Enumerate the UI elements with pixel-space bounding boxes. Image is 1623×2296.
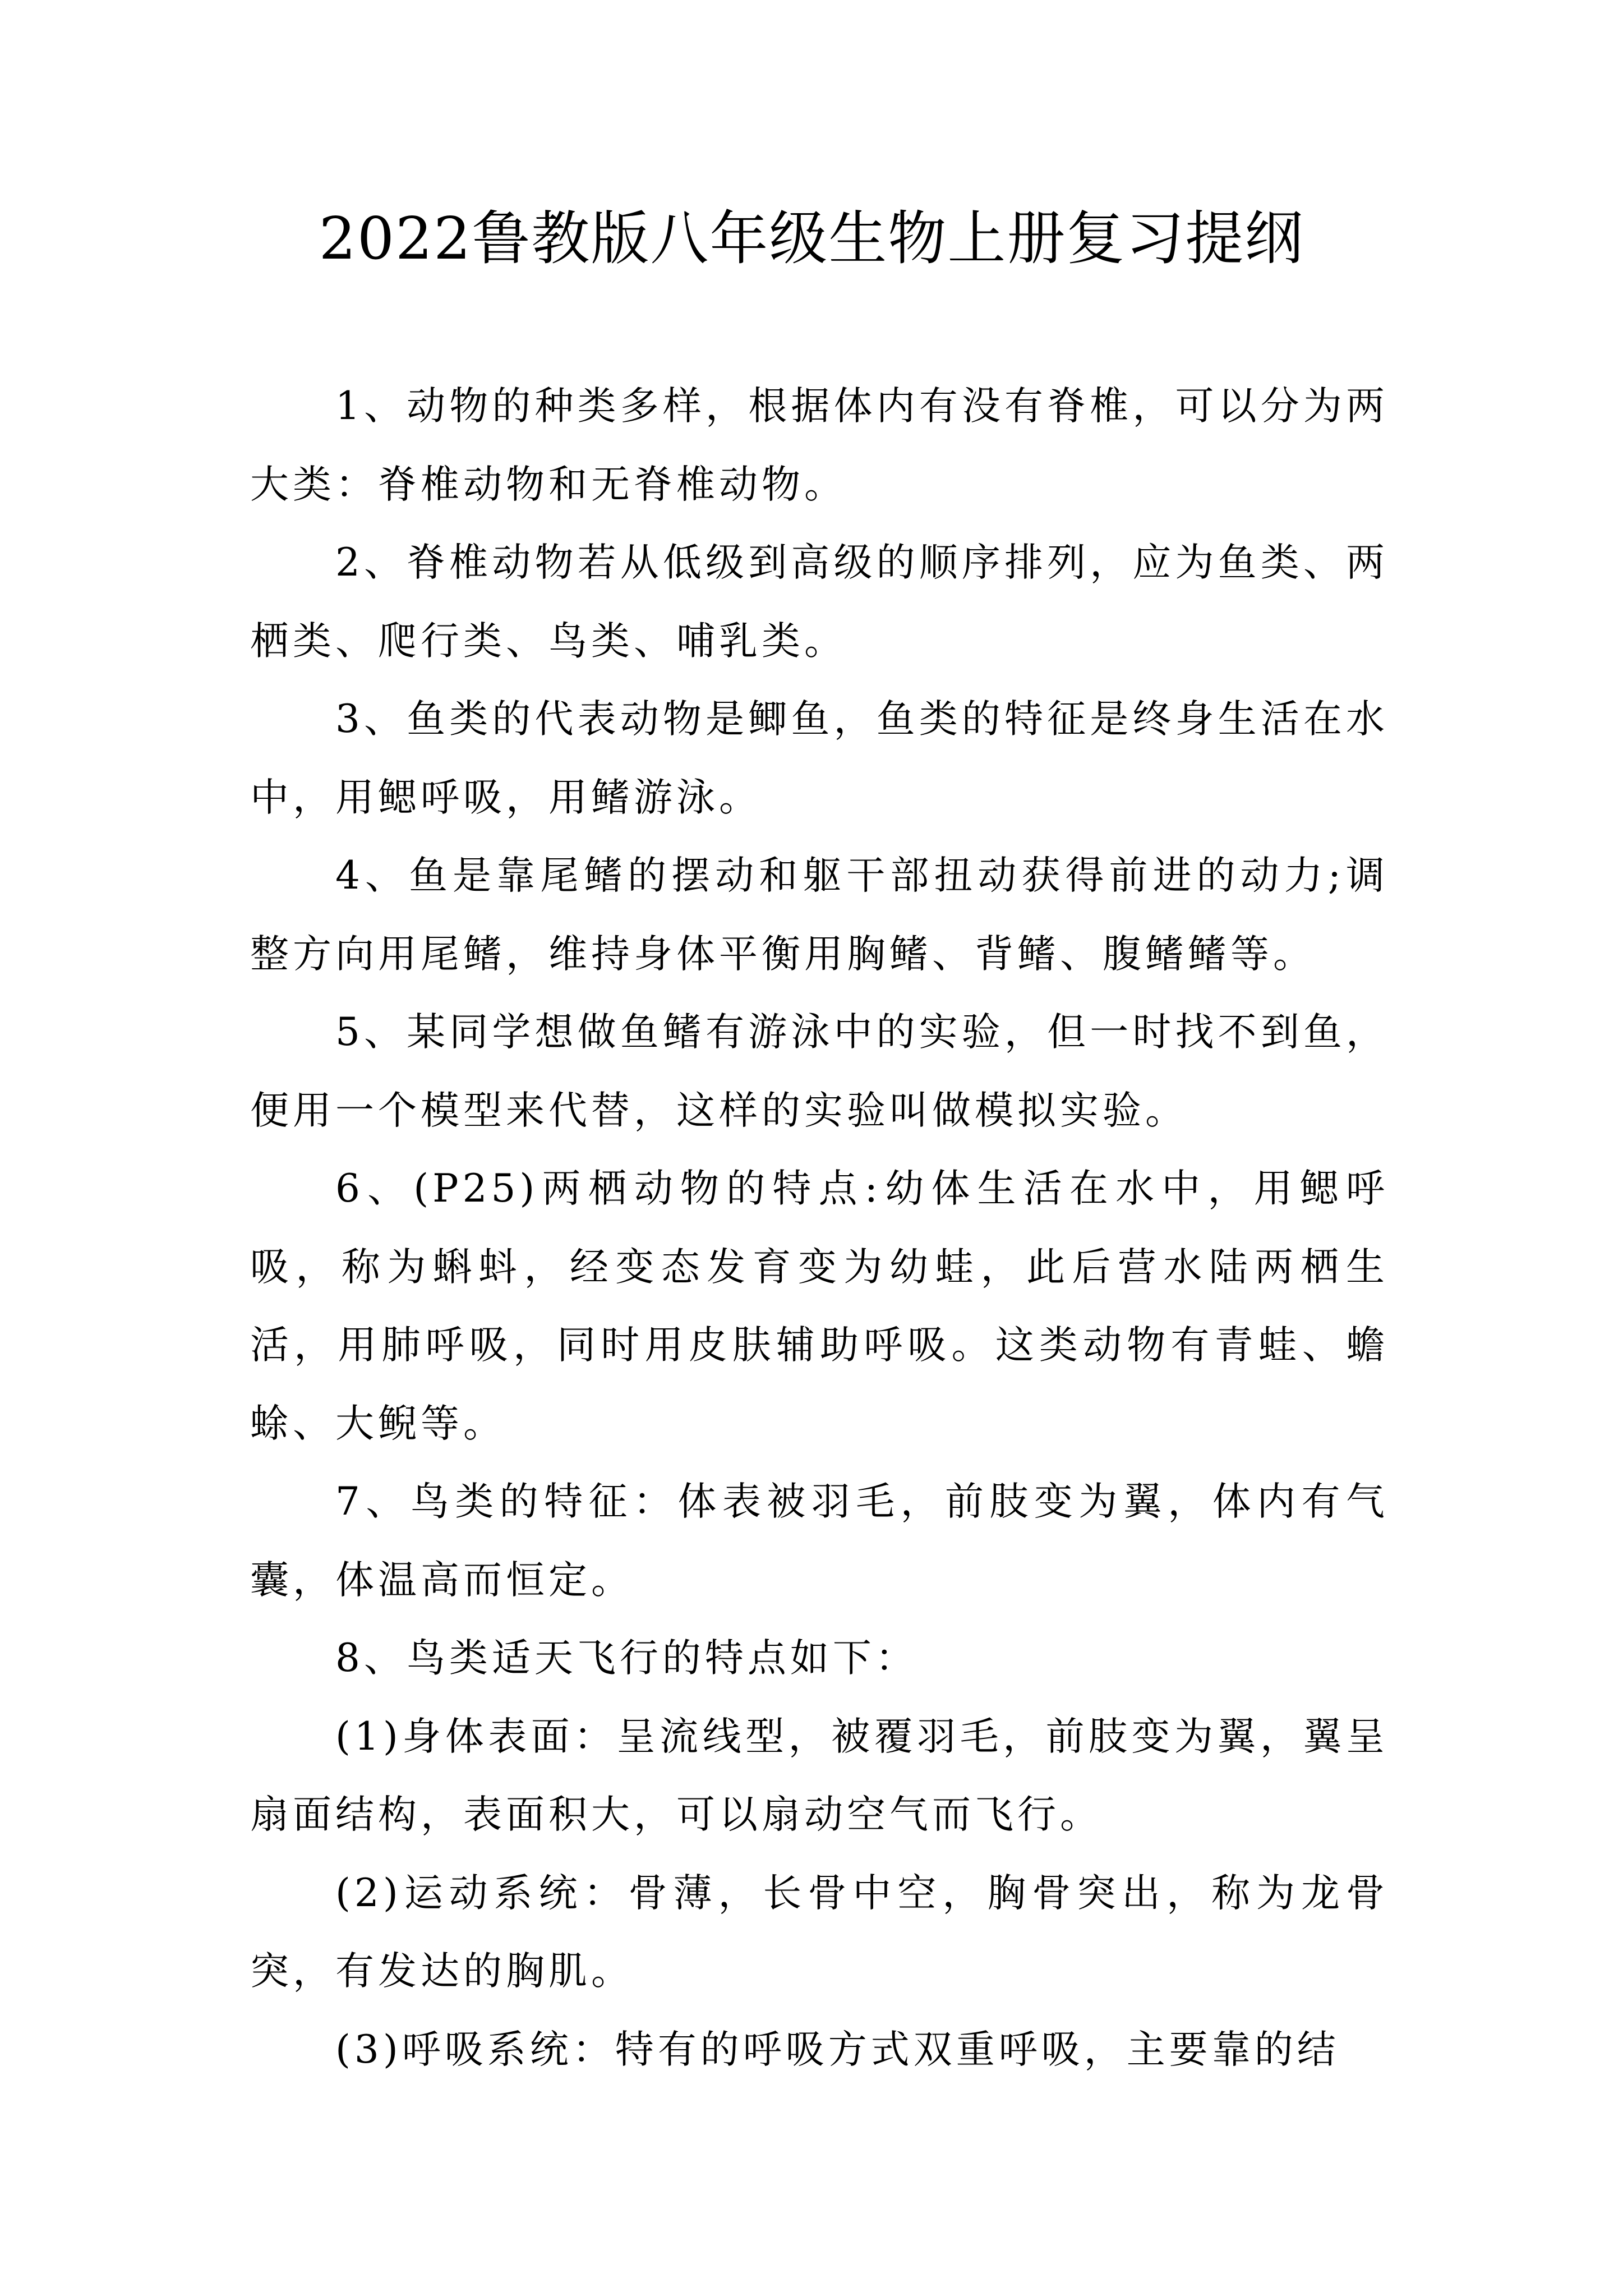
- paragraph-6: 6、(P25)两栖动物的特点:幼体生活在水中，用鳃呼吸，称为蝌蚪，经变态发育变为幼蛙，此后营水陆两栖生活，用肺呼吸，同时用皮肤辅助呼吸。这类动物有青蛙、蟾蜍、大鲵等。: [250, 1166, 1389, 1446]
- paragraph-8: 8、鸟类适天飞行的特点如下：: [335, 1636, 918, 1681]
- paragraph-9: (1)身体表面：呈流线型，被覆羽毛，前肢变为翼，翼呈扇面结构，表面积大，可以扇动空气而飞行。: [250, 1714, 1389, 1837]
- paragraph-3: 3、鱼类的代表动物是鲫鱼，鱼类的特征是终身生活在水中，用鳃呼吸，用鳍游泳。: [250, 697, 1389, 820]
- paragraph-2: 2、脊椎动物若从低级到高级的顺序排列，应为鱼类、两栖类、爬行类、鸟类、哺乳类。: [250, 540, 1389, 664]
- paragraph-11: (3)呼吸系统：特有的呼吸方式双重呼吸，主要靠的结: [335, 2027, 1340, 2072]
- paragraph-10: (2)运动系统：骨薄，长骨中空，胸骨突出，称为龙骨突，有发达的胸肌。: [250, 1870, 1389, 1994]
- paragraph-7: 7、鸟类的特征：体表被羽毛，前肢变为翼，体内有气囊，体温高而恒定。: [250, 1479, 1389, 1603]
- document-body: [250, 367, 1389, 2089]
- paragraph-1: 1、动物的种类多样，根据体内有没有脊椎，可以分为两大类：脊椎动物和无脊椎动物。: [250, 384, 1389, 507]
- document-title: 2022鲁教版八年级生物上册复习提纲: [319, 204, 1304, 273]
- paragraph-5: 5、某同学想做鱼鳍有游泳中的实验，但一时找不到鱼，便用一个模型来代替，这样的实验叫做模拟实验。: [250, 1010, 1389, 1133]
- paragraph-4: 4、鱼是靠尾鳍的摆动和躯干部扭动获得前进的动力;调整方向用尾鳍，维持身体平衡用胸鳍、背鳍、腹鳍鳍等。: [250, 853, 1389, 977]
